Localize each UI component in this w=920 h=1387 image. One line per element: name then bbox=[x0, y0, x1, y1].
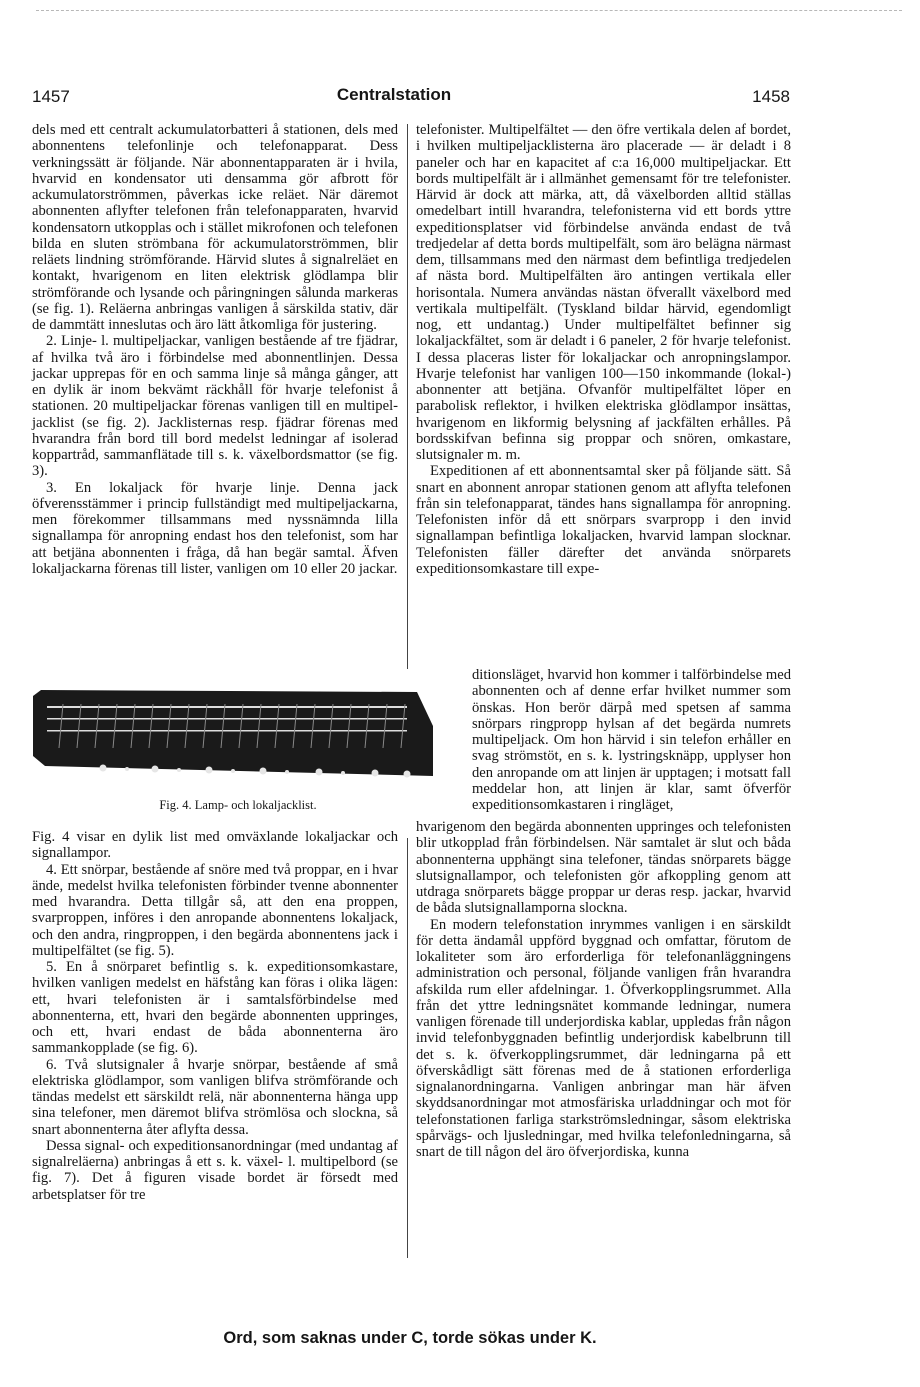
column-divider-upper bbox=[407, 124, 408, 669]
page-number-left: 1457 bbox=[32, 87, 70, 106]
figure-caption: Fig. 4. Lamp- och lokaljacklist. bbox=[159, 798, 317, 812]
paragraph: Dessa signal- och expeditionsanordningar (med undantag af signalreläerna) anbringas å ett s. k. växel- l. multipelbord (se fig. 7). Det å figuren visade bordet är försedt med arbetsplatser för tre bbox=[32, 1137, 398, 1203]
figure-lamp-jack-strip bbox=[33, 686, 449, 782]
paragraph: 5. En å snörparet befintlig s. k. expeditionsomkastare, hvilken vanligen medelst en häfstång kan föras i olika lägen: ett, hvari telefonisten är i samtalsförbindelse med abonnenterna, ett, hvari den begärde abonnenten uppringes, och ett, hvari endast de båda abonnenterna äro sammankopplade (se fig. 6). bbox=[32, 959, 398, 1057]
right-column-upper bbox=[416, 122, 791, 577]
running-header: Centralstation bbox=[336, 85, 452, 104]
paragraph: 4. Ett snörpar, bestående af snöre med två proppar, en i hvar ände, medelst hvilka telefonisten förbinder tvenne abonnenter med hvarandra. Detta tillgår så, att den ena proppen, svarproppen, införes i den anropande abonnentens lokaljack, och den andra, ringproppen, i den begärda abonnentens jack i multipelfältet (se fig. 5). bbox=[32, 861, 398, 959]
paragraph: Fig. 4 visar en dylik list med omväxlande lokaljackar och signallampor. bbox=[32, 829, 398, 862]
lamp-jack-strip-image bbox=[33, 686, 449, 782]
footer-note: Ord, som saknas under C, torde sökas under K. bbox=[223, 1329, 597, 1347]
paragraph: 3. En lokaljack för hvarje linje. Denna jack öfverensstämmer i princip fullständigt med multipeljackarna, men förekommer tillsammans med nyssnämnda lilla signallampa för anropning endast hos den telefonist, som har att betjäna abonnenten i fråga, då han begär samtal. Äfven lokaljackarna förenas till lister, vanligen om 10 eller 20 jackar. bbox=[32, 479, 398, 577]
paragraph: dels med ett centralt ackumulatorbatteri å stationen, dels med abonnentens telefonlinje och telefonapparat. Dess verkningssätt är följande. När abonnentapparaten är i hvila, hvarvid en kondensator uti densamma gör afbrott för ackumulatorströmmen, påverkas icke reläet. När däremot abonnenten aflyfter telefonen från telefonapparaten, hvarvid kondensatorn utkopplas och i stället mikrofonen och telefonen bilda en sluten strömbana för ackumulatorströmmen, blir reläets lindning strömförande. Härvid slutes å signalreläet en kontakt, hvarigenom en liten elektrisk glödlampa blir strömförande och lysande och påringningen sålunda markeras (se fig. 1). Reläerna anbringas vanligen å särskilda stativ, där de dammtätt inneslutas och äro lätt åtkomliga för justering. bbox=[32, 122, 398, 333]
paragraph: telefonister. Multipelfältet — den öfre vertikala delen af bordet, i hvilken multipeljacklisterna äro placerade — är deladt i 8 paneler och har en kapacitet af c:a 16,000 multipeljackar. Ett bords multipelfält är i allmänhet gemensamt för tre telefonister. Härvid är dock att märka, att, då växelborden alltid ställas omedelbart intill hvarandra, telefonisterna vid ett bords yttre expeditionsplatser vid förbindelse använda endast de två tredjedelar af detta bords multipelfält, som äro belägna närmast dem, tillsammans med den närmast dem befintliga tredjedelen af nästa bord. Multipelfälten äro antingen vertikala eller horisontala. Numera användas nästan öfverallt växelbord med vertikala multipelfält. (Tyskland bildar härvid, egendomligt nog, ett undantag.) Under multipelfältet befinner sig lokaljackfältet, som är deladt i 6 paneler, 2 för hvarje telefonist. I dessa placeras lister för lokaljackar och anropningslampor. Hvarje telefonist har vanligen 100—150 inkommande (lokal-) abonnenter att betjäna. Ofvanför multipelfältet löper en parabolisk reflektor, i hvilken elektriska glödlampor insättas, hvarigenom en likformig belysning af jackfälten erhålles. På bordsskifvan befinna sig proppar och snören, omkastare, slutsignaler m. m. bbox=[416, 122, 791, 463]
paragraph: En modern telefonstation inrymmes vanligen i en särskildt för detta ändamål uppförd byggnad och omfattar, förutom de lokaliteter som äro erforderliga för telefonanläggningens administration och personal, följande vanligen från hvarandra afskilda rum eller afdelningar. 1. Öfverkopplingsrummet. Alla från det yttre ledningsnätet kommande ledningar, numera vanligen förenade till underjordiska kablar, uppledas från någon invid telefonbyggnaden befintlig underjordisk kabelbrunn till det s. k. öfverkopplingsrummet, där ledningarna på ett öfverskådligt sätt förenas med de å stationen erforderliga signalanordningarna. Vanligen anbringar man här äfven skyddsanordningar mot atmosfäriska urladdningar och mot för telefonstationen farliga starkströmsledningar, såsom elektriska spårvägs- och ljusledningar, med hvilka telefonledningarna, så snart de till någon del äro öfverjordiska, kunna bbox=[416, 916, 791, 1160]
paragraph: hvarigenom den begärda abonnenten uppringes och telefonisten blir utkopplad från förbindelsen. När samtalet är slut och båda abonnenterna upphängt sina telefoner, tändas snörparets bägge slutsignallampor, och telefonisten gör afkoppling genom att utdraga snörparets bägge proppar ur deras resp. jackar, hvarvid de båda slutsignallamporna slockna. bbox=[416, 819, 791, 917]
paragraph: Expeditionen af ett abonnentsamtal sker på följande sätt. Så snart en abonnent anropar stationen genom att aflyfta telefonen från sin telefonapparat, tändes hans signallampa för anropning. Telefonisten inför då ett snörpars svarpropp i den invid signallampan befintliga lokaljacken, hvarvid lampan slocknar. Telefonisten fäller därefter det använda snörparets expeditionsomkastare till expe- bbox=[416, 463, 791, 577]
right-column-wrap-text: ditionsläget, hvarvid hon kommer i talförbindelse med abonnenten och af denne erfar hvilket nummer som önskas. Hon berör därpå med spetsen af samma snörpars ringpropp hylsan af det begärda numrets multipeljack. Om hon härvid i sin telefon erhåller en svag strömstöt, en s. k. lystringsknäpp, upplyser hon den anropande om att linjen är upptagen; i motsatt fall meddelar hon, att linjen är klar, samt öfverför expeditionsomkastaren i ringläget, bbox=[472, 667, 791, 813]
page-number-right: 1458 bbox=[752, 87, 790, 106]
top-dashed-rule bbox=[36, 10, 902, 11]
paragraph: 2. Linje- l. multipeljackar, vanligen bestående af tre fjädrar, af hvilka två äro i förbindelse med abonnentlinjen. Dessa jackar upprepas för en och samma linje så många gånger, att en dylik är inom bekvämt räckhåll för hvarje telefonist å stationen. 20 multipeljackar förenas vanligen till en multipel-jacklist (se fig. 2). Jacklisternas resp. fjädrar förenas med hvarandra från bord till bord medelst ledningar af isolerad koppartråd, sammanflätade till s. k. växelbordsmattor (se fig. 3). bbox=[32, 333, 398, 480]
column-divider-lower bbox=[407, 838, 408, 1258]
right-column-lower bbox=[416, 819, 791, 1160]
left-column-lower bbox=[32, 829, 398, 1203]
left-column-upper bbox=[32, 122, 398, 577]
paragraph: 6. Två slutsignaler å hvarje snörpar, bestående af små elektriska glödlampor, som vanligen blifva strömförande och tändas medelst ett särskildt relä, när abonnenterna hänga upp sina telefoner, men däremot blifva strömlösa och slockna, så snart abonnenterna åter aflyfta dessa. bbox=[32, 1056, 398, 1138]
